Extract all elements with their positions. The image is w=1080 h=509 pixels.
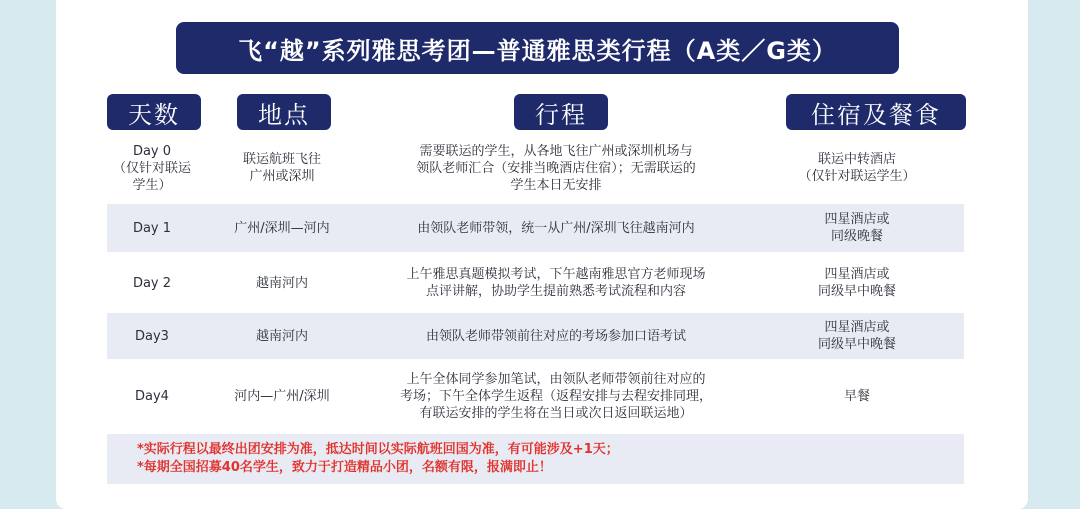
cell-stay: 联运中转酒店 （仅针对联运学生） [798,152,916,184]
cell-stay: 四星酒店或 同级早中晚餐 [817,267,896,299]
page-title: 飞“越”系列雅思考团—普通雅思类行程（A类／G类） [176,22,899,74]
cell-place: 越南河内 [255,275,308,291]
note-line: *实际行程以最终出团安排为准，抵达时间以实际航班回国为准，有可能涉及+1天； [137,442,619,457]
header-stay: 住宿及餐食 [786,94,966,130]
table-row [107,140,964,196]
note-line: *每期全国招募40名学生，致力于打造精品小团，名额有限，报满即止！ [137,460,552,475]
cell-day: Day 0 （仅针对联运学生） [112,143,191,193]
cell-stay: 四星酒店或 同级晚餐 [824,212,890,244]
cell-day: Day4 [135,388,169,404]
cell-place: 越南河内 [255,328,308,344]
cell-itinerary: 由领队老师带领前往对应的考场参加口语考试 [425,328,686,344]
cell-itinerary: 上午雅思真题模拟考试，下午越南雅思官方老师现场 点评讲解，协助学生提前熟悉考试流程和内容 [406,267,706,299]
cell-stay: 早餐 [843,388,870,404]
table-row [107,313,964,359]
cell-place: 联运航班飞往 广州或深圳 [242,152,321,184]
cell-day: Day 1 [132,220,172,236]
table-row [107,204,964,252]
header-itinerary: 行程 [514,94,608,130]
cell-day: Day 2 [132,275,172,291]
cell-itinerary: 由领队老师带领，统一从广州/深圳飞往越南河内 [417,220,695,236]
table-row [107,364,964,428]
header-place: 地点 [237,94,331,130]
cell-itinerary: 上午全体同学参加笔试，由领队老师带领前往对应的 考场；下午全体学生返程（返程安排与去程安排同理， 有联运安排的学生将在当日或次日返回联运地） [399,371,712,421]
notes-box [107,434,964,484]
cell-day: Day3 [135,328,169,344]
header-day: 天数 [107,94,201,130]
table-row [107,258,964,308]
cell-place: 广州/深圳—河内 [234,220,330,236]
content-card [56,0,1028,509]
cell-place: 河内—广州/深圳 [234,388,330,404]
cell-stay: 四星酒店或 同级早中晚餐 [817,320,896,352]
cell-itinerary: 需要联运的学生，从各地飞往广州或深圳机场与 领队老师汇合（安排当晚酒店住宿）；无需联运的 学生本日无安排 [416,143,696,193]
